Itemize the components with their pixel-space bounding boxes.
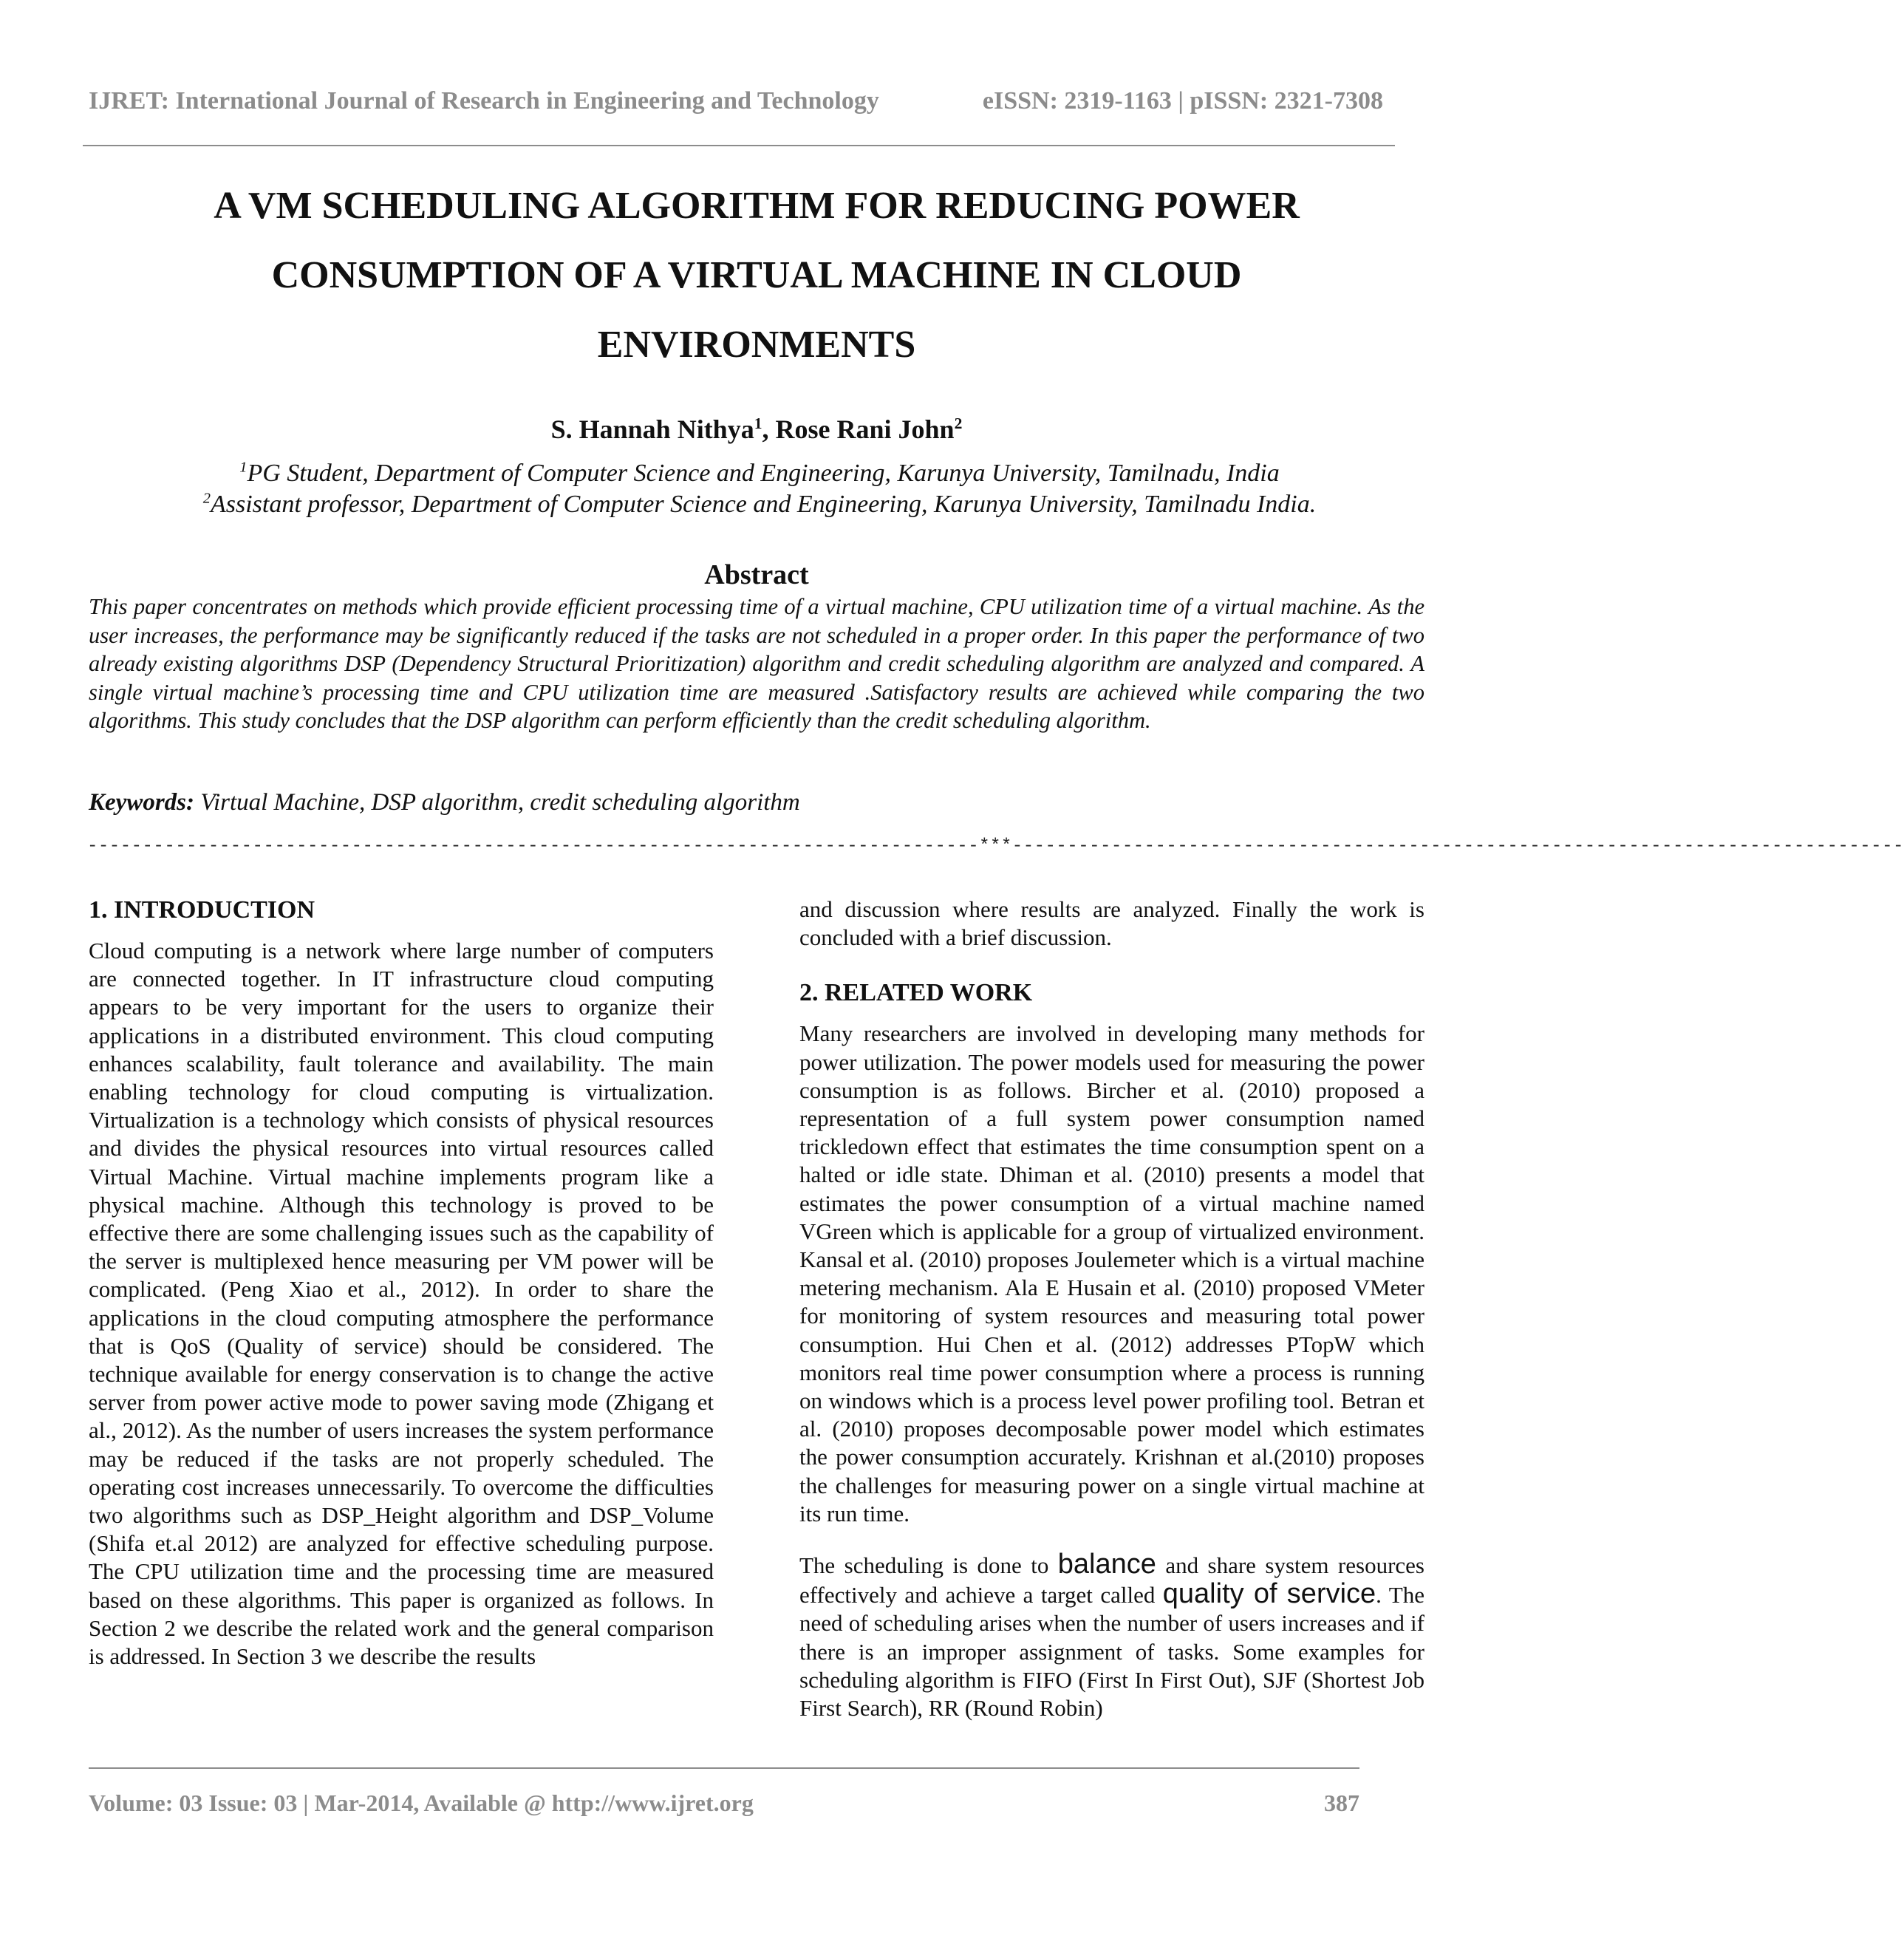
emphasis-balance: balance (1057, 1549, 1156, 1580)
abstract-heading: Abstract (704, 559, 809, 590)
related-work-paragraph: Many researchers are involved in developing many methods for power utilization. The power models used for measuring the power consumption is as follows. Bircher et al. (2010) proposed a representation of a full system power consumption named trickledown effect that estimates the time consumption spent on a halted or idle state. Dhiman et al. (2010) presents a model that estimates the power consumption of a virtual machine named VGreen which is applicable for a group of virtualized environment. Kansal et al. (2010) proposes Joulemeter which is a virtual machine metering mechanism. Ala E Husain et al. (2010) proposed VMeter for monitoring of system resources and measuring total power consumption. Hui Chen et al. (2012) addresses PTopW which monitors real time power consumption where a process is running on windows which is a process level power profiling tool. Betran et al. (2010) proposes decomposable power model which estimates the power consumption accurately. Krishnan et al.(2010) proposes the challenges for measuring power on a single virtual machine at its run time. (799, 1020, 1424, 1527)
abstract-text: This paper concentrates on methods which provide efficient processing time of a virtual machine, CPU utilization time of a virtual machine. As the user increases, the performance may be significantly reduced if the tasks are not scheduled in a proper order. In this paper the performance of two already existing algorithms DSP (Dependency Structural Prioritization) algorithm and credit scheduling algorithm are analyzed and compared. A single virtual machine’s processing time and CPU utilization time are measured .Satisfactory results are achieved while comparing the two algorithms. This study concludes that the DSP algorithm can perform efficiently than the credit scheduling algorithm. (89, 594, 1424, 733)
keywords-label: Keywords: (89, 789, 194, 816)
author-name: Rose Rani John (775, 415, 955, 444)
paper-title: A VM SCHEDULING ALGORITHM FOR REDUCING POWER CONSUMPTION OF A VIRTUAL MACHINE IN CLOUD ENVIRONMENTS (214, 185, 1300, 366)
text-run: and share system resources effectively and achieve a target called (799, 1552, 1424, 1609)
running-header (83, 87, 1395, 120)
author-affil-mark: 1 (754, 415, 762, 432)
header-rule (83, 145, 1395, 146)
author-separator: , (762, 415, 776, 444)
section-heading-introduction: 1. INTRODUCTION (89, 896, 315, 924)
right-column (799, 896, 1424, 1722)
section-heading-related-work: 2. RELATED WORK (799, 979, 1033, 1007)
affil-text: Assistant professor, Department of Computer Science and Engineering, Karunya University, Tamilnadu India. (210, 491, 1317, 518)
affil-mark: 2 (202, 490, 211, 507)
journal-name: IJRET: International Journal of Research in Engineering and Technology (89, 87, 879, 115)
scheduling-paragraph (799, 1550, 1424, 1722)
text-run: . The need of scheduling arises when the number of users increases and if there is an improper assignment of tasks. Some examples for scheduling algorithm is FIFO (First In First Out), SJF (Shortest Job First Search), RR (Round Robin) (799, 1582, 1424, 1722)
text-run: The scheduling is done to (799, 1552, 1058, 1579)
keywords-line (89, 789, 1424, 816)
author-name: S. Hannah Nithya (550, 415, 754, 444)
author-affil-mark: 2 (954, 415, 963, 432)
left-column (89, 894, 714, 1671)
affil-mark: 1 (239, 459, 248, 476)
emphasis-quality-of-service: quality of service (1162, 1578, 1376, 1610)
keywords-text: Virtual Machine, DSP algorithm, credit scheduling algorithm (194, 789, 800, 816)
footer-volume-info: Volume: 03 Issue: 03 | Mar-2014, Available @ http://www.ijret.org (89, 1790, 754, 1816)
issn-label: eISSN: 2319-1163 | pISSN: 2321-7308 (982, 87, 1383, 115)
page-number: 387 (1324, 1790, 1359, 1816)
affiliation-1 (89, 460, 1430, 488)
section-divider: ---------------------------------------------------------------------------------***--------------------------------------------------------------------------------- (87, 836, 1904, 856)
affil-text: PG Student, Department of Computer Science and Engineering, Karunya University, Tamilnadu, India (247, 460, 1280, 487)
footer-rule (89, 1767, 1359, 1769)
author-list (118, 414, 1395, 445)
introduction-continuation: and discussion where results are analyzed. Finally the work is concluded with a brief discussion. (799, 896, 1424, 951)
introduction-paragraph: Cloud computing is a network where large number of computers are connected together. In IT infrastructure cloud computing appears to be very important for the users to organize their applications in a distributed environment. This cloud computing enhances scalability, fault tolerance and availability. The main enabling technology for cloud computing is virtualization. Virtualization is a technology which consists of physical resources and divides the physical resources into virtual resources called Virtual Machine. Virtual machine implements program like a physical machine. Although this technology is proved to be effective there are some challenging issues such as the capability of the server is multiplexed hence measuring per VM power will be complicated. (Peng Xiao et al., 2012). In order to share the applications in the cloud computing atmosphere the performance that is QoS (Quality of service) should be considered. The technique available for energy conservation is to change the active server from power active mode to power saving mode (Zhigang et al., 2012). As the number of users increases the system performance may be reduced if the tasks are not properly scheduled. The operating cost increases unnecessarily. To overcome the difficulties two algorithms such as DSP_Height algorithm and DSP_Volume (Shifa et.al 2012) are analyzed for effective scheduling purpose. The CPU utilization time and the processing time are measured based on these algorithms. This paper is organized as follows. In Section 2 we describe the related work and the general comparison is addressed. In Section 3 we describe the results (89, 938, 714, 1670)
affiliation-2 (89, 491, 1430, 519)
